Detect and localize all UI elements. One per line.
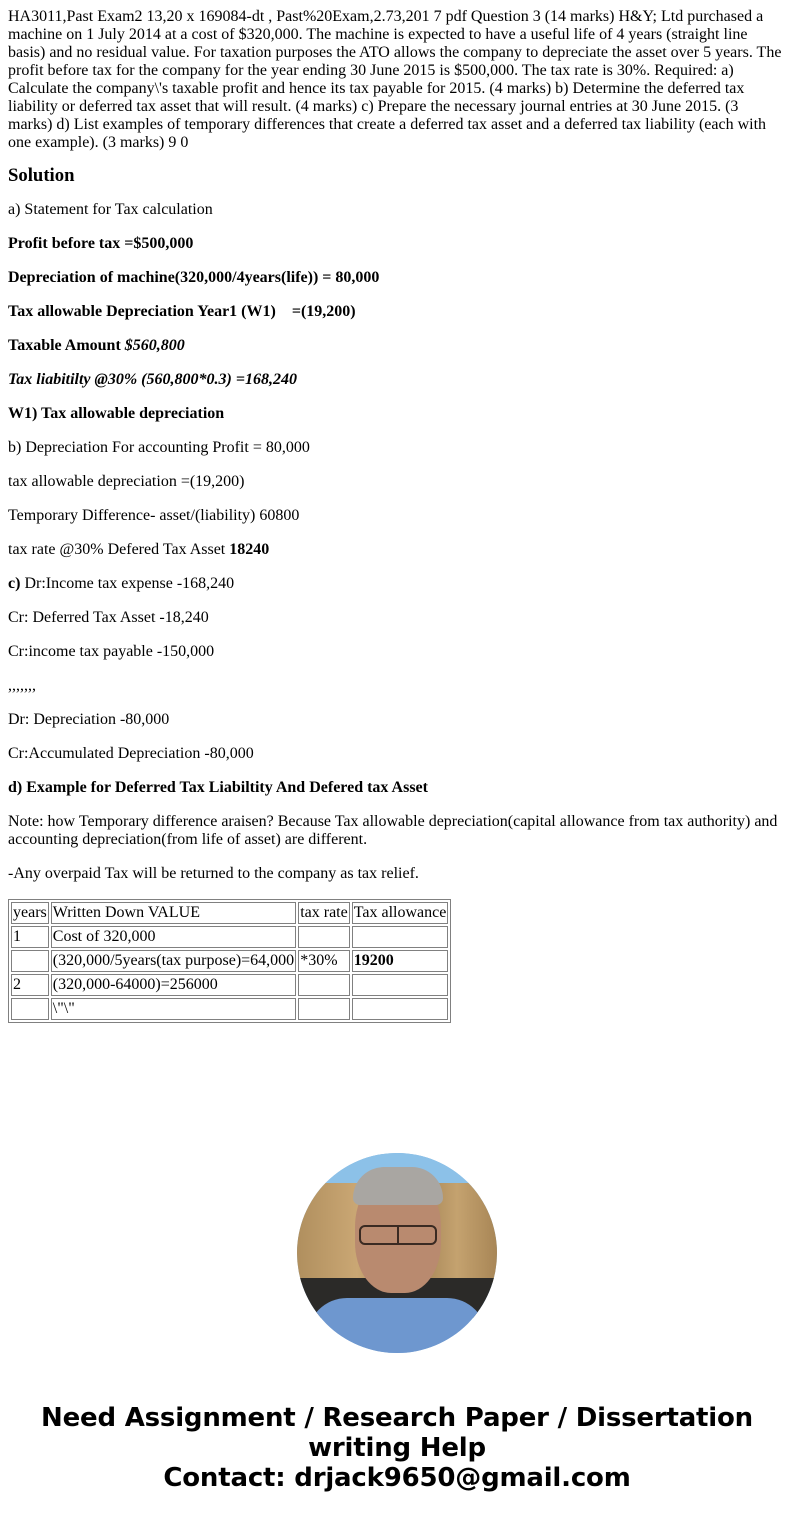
table-row: [11, 998, 448, 1020]
table-header-cell: Tax allowance: [352, 902, 449, 924]
table-header-cell: tax rate: [298, 902, 350, 924]
journal-entry-3: Cr:income tax payable -150,000: [8, 643, 215, 660]
table-header-row: [11, 902, 448, 924]
tax-depreciation-line: tax allowable depreciation =(19,200): [8, 473, 245, 490]
table-cell: [352, 974, 449, 996]
journal-entry-1-text: Dr:Income tax expense -168,240: [20, 575, 235, 592]
contact-banner: [0, 1403, 794, 1493]
part-d-note: Note: how Temporary difference araisen? Because Tax allowable depreciation(capital allowance from tax authority) and accounting depreciation(from life of asset) are different.: [8, 813, 778, 848]
table-row: [11, 926, 448, 948]
part-d-relief: -Any overpaid Tax will be returned to the company as tax relief.: [8, 865, 419, 882]
dta-value: 18240: [229, 541, 270, 558]
tax-allowable-line: Tax allowable Depreciation Year1 (W1) =(19,200): [8, 303, 356, 320]
temporary-difference-line: Temporary Difference- asset/(liability) 60800: [8, 507, 300, 524]
photo-hair: [353, 1167, 443, 1205]
question-text: HA3011,Past Exam2 13,20 x 169084-dt , Past%20Exam,2.73,201 7 pdf Question 3 (14 marks) H&Y; Ltd purchased a machine on 1 July 2014 at a cost of $320,000. The machine is expected to have a useful life of 4 years (straight line basis) and no residual value. For taxation purposes the ATO allows the company to depreciate the asset over 5 years. The profit before tax for the company for the year ending 30 June 2015 is $500,000. The tax rate is 30%. Required: a) Calculate the company\'s taxable profit and hence its tax payable for 2015. (4 marks) b) Determine the deferred tax liability or deferred tax asset that will result. (4 marks) c) Prepare the necessary journal entries at 30 June 2015. (3 marks) d) List examples of temporary differences that create a deferred tax asset and a deferred tax liability (each with one example). (3 marks) 9 0: [8, 8, 782, 151]
journal-entry-2: Cr: Deferred Tax Asset -18,240: [8, 609, 209, 626]
deferred-tax-asset-line: [8, 541, 786, 559]
table-row: [11, 950, 448, 972]
journal-entry-1: [8, 575, 786, 593]
written-down-value-table: [8, 899, 451, 1023]
tax-liability-line: Tax liabitilty @30% (560,800*0.3) =168,240: [8, 371, 297, 388]
table-cell: (320,000/5years(tax purpose)=64,000: [51, 950, 296, 972]
table-cell: [352, 998, 449, 1020]
part-d-title: d) Example for Deferred Tax Liabiltity And Defered tax Asset: [8, 779, 428, 796]
depreciation-line: Depreciation of machine(320,000/4years(life)) = 80,000: [8, 269, 380, 286]
table-cell: 19200: [352, 950, 449, 972]
part-c-label: c): [8, 575, 21, 592]
w1-heading: W1) Tax allowable depreciation: [8, 405, 225, 422]
table-cell: [298, 998, 350, 1020]
avatar-photo: [297, 1153, 497, 1353]
journal-entry-4: Dr: Depreciation -80,000: [8, 711, 170, 728]
part-a-title: a) Statement for Tax calculation: [8, 201, 213, 218]
banner-line-2: writing Help: [308, 1433, 486, 1463]
taxable-amount-label: Taxable Amount: [8, 337, 125, 354]
table-cell: 2: [11, 974, 49, 996]
banner-line-1: Need Assignment / Research Paper / Dissertation: [41, 1403, 753, 1433]
solution-heading: Solution: [8, 165, 75, 186]
journal-separator: ,,,,,,,: [8, 677, 36, 694]
table-header-cell: Written Down VALUE: [51, 902, 296, 924]
table-cell: [11, 998, 49, 1020]
taxable-amount-value: $560,800: [124, 337, 185, 354]
table-header-cell: years: [11, 902, 49, 924]
table-cell: 1: [11, 926, 49, 948]
table-cell: [298, 974, 350, 996]
table-cell: *30%: [298, 950, 350, 972]
glasses-icon: [359, 1225, 437, 1245]
table-cell: [11, 950, 49, 972]
table-cell: (320,000-64000)=256000: [51, 974, 296, 996]
table-row: [11, 974, 448, 996]
table-cell: Cost of 320,000: [51, 926, 296, 948]
dta-label: tax rate @30% Defered Tax Asset: [8, 541, 230, 558]
profit-before-tax: Profit before tax =$500,000: [8, 235, 194, 252]
table-cell: [352, 926, 449, 948]
table-cell: [298, 926, 350, 948]
taxable-amount-line: [8, 337, 786, 355]
table-cell: \"\": [51, 998, 296, 1020]
banner-contact: Contact: drjack9650@gmail.com: [163, 1463, 631, 1493]
photo-shirt: [307, 1298, 487, 1353]
accounting-depreciation-line: b) Depreciation For accounting Profit = 80,000: [8, 439, 310, 456]
journal-entry-5: Cr:Accumulated Depreciation -80,000: [8, 745, 254, 762]
